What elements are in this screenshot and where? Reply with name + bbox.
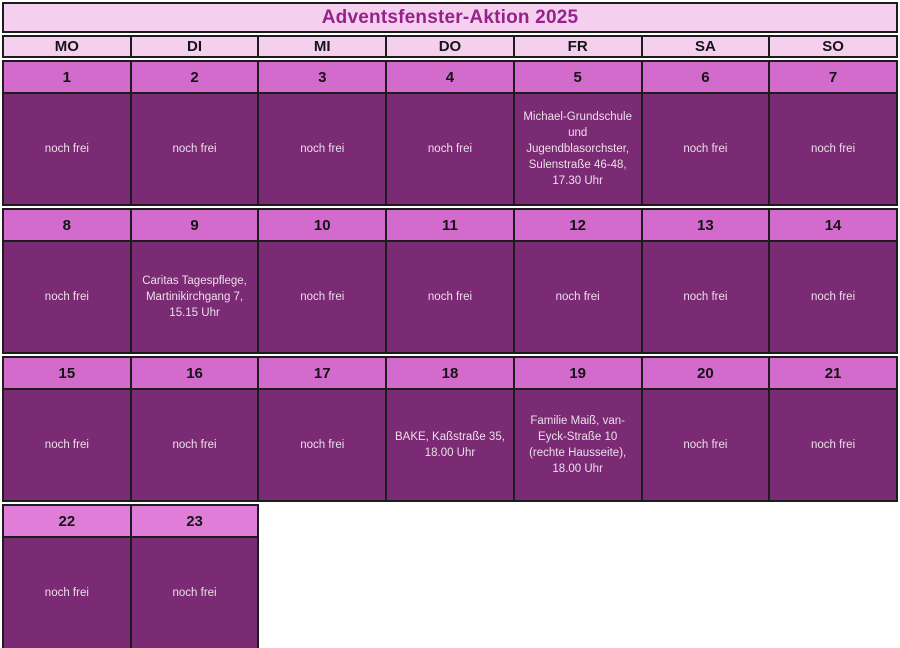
day-number-16: 16 (130, 356, 260, 390)
day-entry-free-7 (768, 92, 898, 206)
day-entry-text: noch frei (44, 586, 89, 599)
day-number-14: 14 (768, 208, 898, 242)
day-entry-text: noch frei (172, 586, 217, 599)
day-number-6: 6 (641, 60, 771, 94)
day-entry-free-8 (2, 240, 132, 354)
day-number-18: 18 (385, 356, 515, 390)
calendar-title: Adventsfenster-Aktion 2025 (2, 2, 898, 33)
day-entry-text: Caritas Tagespflege, Martinikirchgang 7, 15.15 Uhr (142, 274, 247, 320)
day-entry-text: noch frei (300, 290, 345, 303)
day-entry-text: noch frei (44, 438, 89, 451)
day-entry-text: noch frei (683, 290, 728, 303)
day-entry-text: noch frei (300, 142, 345, 155)
day-entry-text: noch frei (683, 438, 728, 451)
week-4-day-entries (2, 536, 900, 648)
day-entry-free-15 (2, 388, 132, 502)
day-entry-text: noch frei (172, 438, 217, 451)
day-entry-text: noch frei (811, 142, 856, 155)
day-number-1: 1 (2, 60, 132, 94)
day-entry-text: noch frei (44, 290, 89, 303)
weekday-header-fr: FR (513, 35, 643, 58)
day-entry-event-9 (130, 240, 260, 354)
day-entry-free-6 (641, 92, 771, 206)
day-number-10: 10 (257, 208, 387, 242)
week-row-2 (2, 208, 900, 354)
day-entry-free-11 (385, 240, 515, 354)
day-number-7: 7 (768, 60, 898, 94)
day-entry-text: noch frei (811, 438, 856, 451)
day-entry-free-17 (257, 388, 387, 502)
day-entry-free-4 (385, 92, 515, 206)
day-entry-text: BAKE, Kaßstraße 35, 18.00 Uhr (394, 430, 505, 459)
day-number-21: 21 (768, 356, 898, 390)
day-number-3: 3 (257, 60, 387, 94)
day-number-12: 12 (513, 208, 643, 242)
day-entry-free-1 (2, 92, 132, 206)
day-number-4: 4 (385, 60, 515, 94)
day-number-23: 23 (130, 504, 260, 538)
day-entry-free-13 (641, 240, 771, 354)
week-1-day-numbers (2, 60, 900, 94)
day-number-15: 15 (2, 356, 132, 390)
week-3-day-entries (2, 388, 900, 502)
day-entry-text: noch frei (172, 142, 217, 155)
day-number-11: 11 (385, 208, 515, 242)
day-entry-text: noch frei (427, 290, 473, 303)
day-entry-text: noch frei (427, 142, 473, 155)
day-entry-event-5 (513, 92, 643, 206)
day-entry-free-21 (768, 388, 898, 502)
week-row-4 (2, 504, 900, 648)
week-row-1 (2, 60, 900, 206)
weekday-header-di: DI (130, 35, 260, 58)
week-4-day-numbers (2, 504, 900, 538)
week-1-day-entries (2, 92, 900, 206)
day-number-9: 9 (130, 208, 260, 242)
day-number-13: 13 (641, 208, 771, 242)
day-entry-free-20 (641, 388, 771, 502)
weekday-header-sa: SA (641, 35, 771, 58)
day-entry-free-3 (257, 92, 387, 206)
day-number-19: 19 (513, 356, 643, 390)
day-number-22: 22 (2, 504, 132, 538)
day-entry-free-12 (513, 240, 643, 354)
day-entry-text: noch frei (555, 290, 600, 303)
day-entry-text: noch frei (811, 290, 856, 303)
week-3-day-numbers (2, 356, 900, 390)
weekday-header-row (2, 35, 900, 58)
day-entry-event-19 (513, 388, 643, 502)
day-entry-event-18 (385, 388, 515, 502)
day-number-2: 2 (130, 60, 260, 94)
day-entry-free-14 (768, 240, 898, 354)
weekday-header-mo: MO (2, 35, 132, 58)
day-entry-free-10 (257, 240, 387, 354)
day-entry-free-23 (130, 536, 260, 648)
day-entry-text: Michael-Grundschule und Jugendblasorchster, Sulenstraße 46-48, 17.30 Uhr (523, 110, 632, 188)
calendar-weeks (2, 60, 900, 648)
day-entry-free-2 (130, 92, 260, 206)
week-2-day-entries (2, 240, 900, 354)
day-number-17: 17 (257, 356, 387, 390)
day-number-5: 5 (513, 60, 643, 94)
week-2-day-numbers (2, 208, 900, 242)
weekday-header-do: DO (385, 35, 515, 58)
day-entry-text: noch frei (44, 142, 89, 155)
day-entry-text: noch frei (683, 142, 728, 155)
day-number-8: 8 (2, 208, 132, 242)
day-entry-text: Familie Maiß, van-Eyck-Straße 10 (rechte Hausseite), 18.00 Uhr (529, 414, 627, 476)
day-entry-free-22 (2, 536, 132, 648)
weekday-header-mi: MI (257, 35, 387, 58)
week-row-3 (2, 356, 900, 502)
day-entry-free-16 (130, 388, 260, 502)
day-number-20: 20 (641, 356, 771, 390)
weekday-header-so: SO (768, 35, 898, 58)
day-entry-text: noch frei (300, 438, 345, 451)
